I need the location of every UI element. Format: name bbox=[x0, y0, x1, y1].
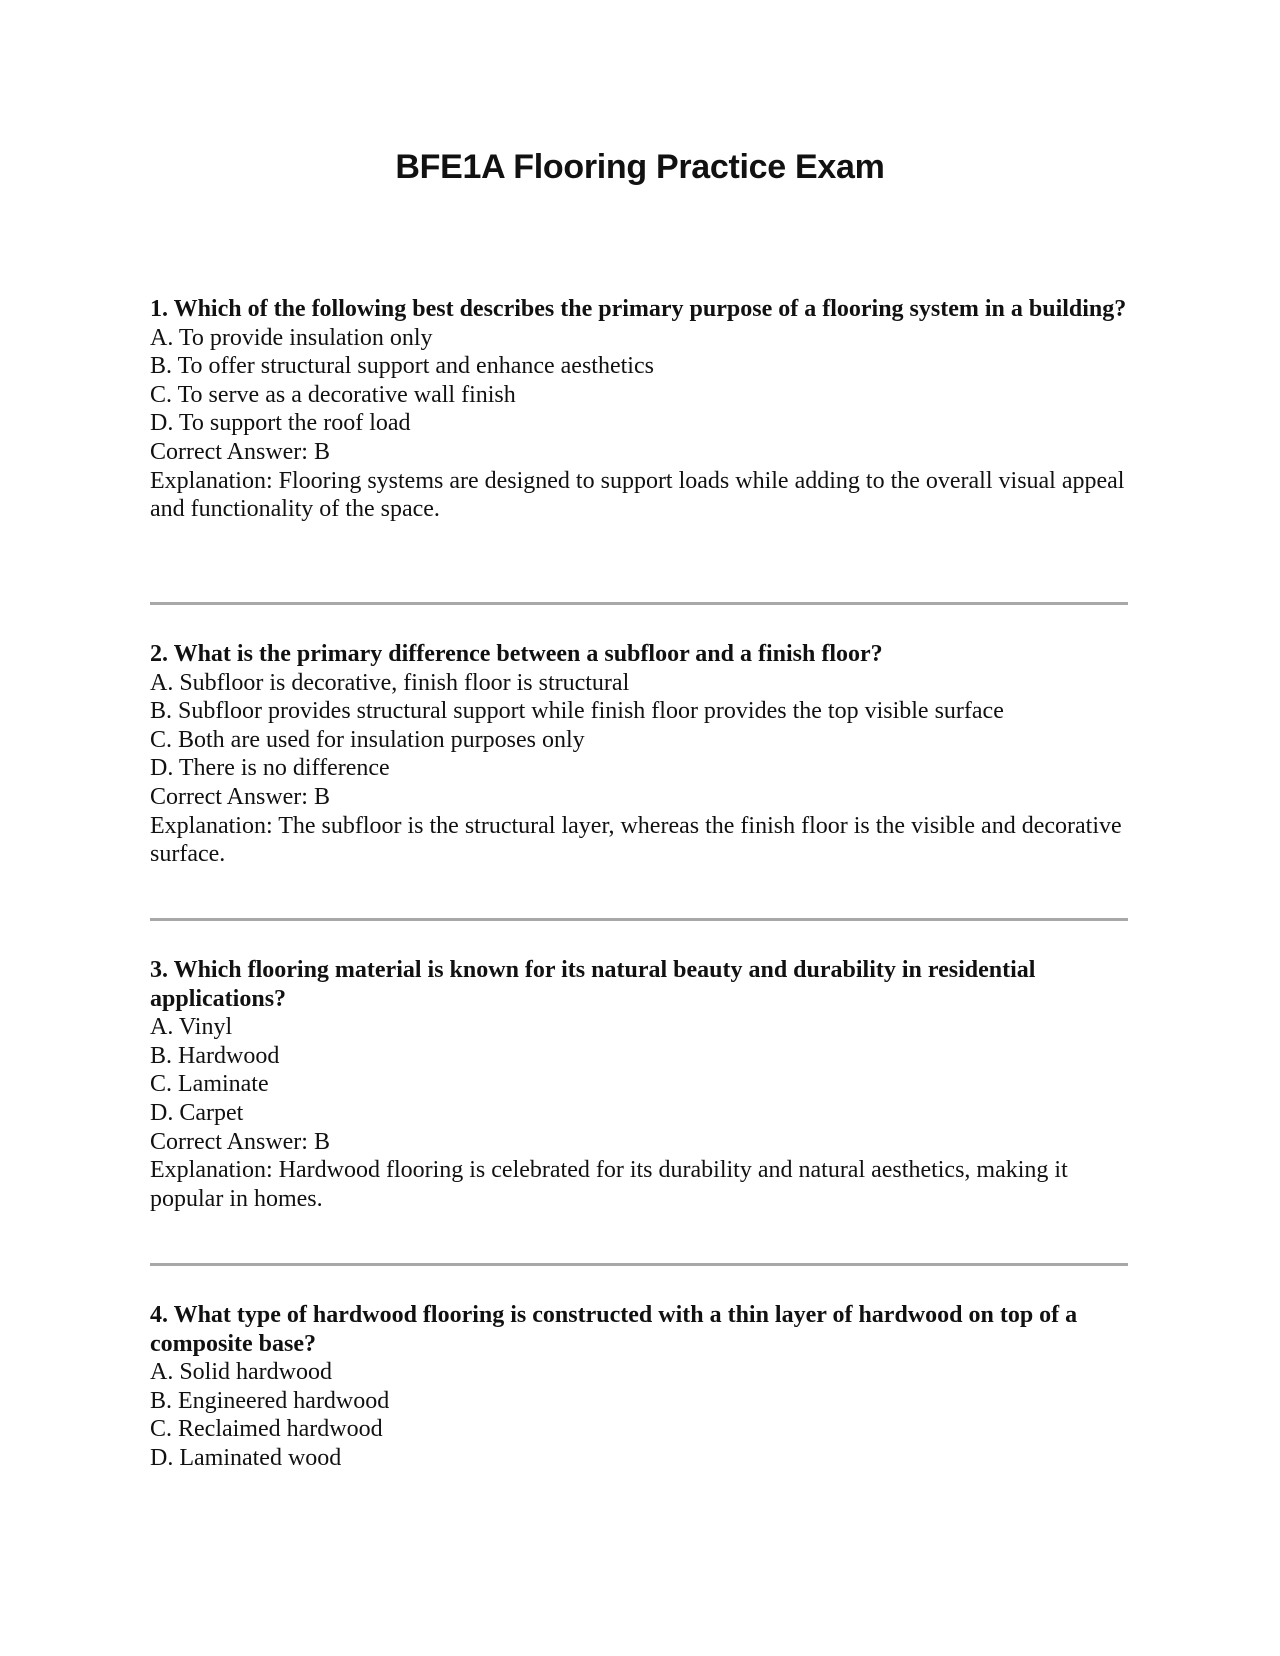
question-block bbox=[150, 295, 1130, 524]
answer-option: C. Both are used for insulation purposes only bbox=[150, 726, 585, 753]
answer-option: A. Solid hardwood bbox=[150, 1359, 332, 1386]
answer-option: D. To support the roof load bbox=[150, 410, 411, 437]
answer-option: B. Subfloor provides structural support while finish floor provides the top visible surface bbox=[150, 698, 1004, 725]
answer-option: C. To serve as a decorative wall finish bbox=[150, 381, 516, 408]
explanation: Explanation: Flooring systems are designed to support loads while adding to the overall visual appeal and functionality of the space. bbox=[150, 467, 1125, 523]
answer-option: A. Subfloor is decorative, finish floor is structural bbox=[150, 669, 630, 696]
question-text: 3. Which flooring material is known for its natural beauty and durability in residential applications? bbox=[150, 957, 1036, 1012]
correct-answer: Correct Answer: B bbox=[150, 438, 330, 465]
answer-option: D. Laminated wood bbox=[150, 1444, 342, 1471]
answer-option: B. Engineered hardwood bbox=[150, 1387, 390, 1414]
section-divider bbox=[150, 918, 1128, 921]
answer-option: D. Carpet bbox=[150, 1099, 244, 1126]
answer-option: C. Reclaimed hardwood bbox=[150, 1416, 383, 1443]
answer-option: C. Laminate bbox=[150, 1071, 269, 1098]
question-text: 4. What type of hardwood flooring is constructed with a thin layer of hardwood on top of a composite base? bbox=[150, 1302, 1078, 1357]
explanation: Explanation: Hardwood flooring is celebrated for its durability and natural aesthetics, making it popular in homes. bbox=[150, 1157, 1068, 1212]
question-block bbox=[150, 640, 1130, 869]
section-divider bbox=[150, 1263, 1128, 1266]
question-text: 2. What is the primary difference between a subfloor and a finish floor? bbox=[150, 641, 883, 667]
question-block bbox=[150, 956, 1130, 1213]
question-block bbox=[150, 1301, 1130, 1473]
correct-answer: Correct Answer: B bbox=[150, 1128, 330, 1155]
correct-answer: Correct Answer: B bbox=[150, 783, 330, 810]
section-divider bbox=[150, 602, 1128, 605]
answer-option: A. Vinyl bbox=[150, 1014, 233, 1041]
question-text: 1. Which of the following best describes the primary purpose of a flooring system in a building? bbox=[150, 296, 1127, 322]
answer-option: D. There is no difference bbox=[150, 755, 390, 782]
answer-option: B. Hardwood bbox=[150, 1042, 280, 1069]
page-title: BFE1A Flooring Practice Exam bbox=[395, 148, 885, 186]
answer-option: A. To provide insulation only bbox=[150, 324, 433, 351]
explanation: Explanation: The subfloor is the structural layer, whereas the finish floor is the visible and decorative surface. bbox=[150, 812, 1122, 868]
answer-option: B. To offer structural support and enhance aesthetics bbox=[150, 353, 654, 380]
